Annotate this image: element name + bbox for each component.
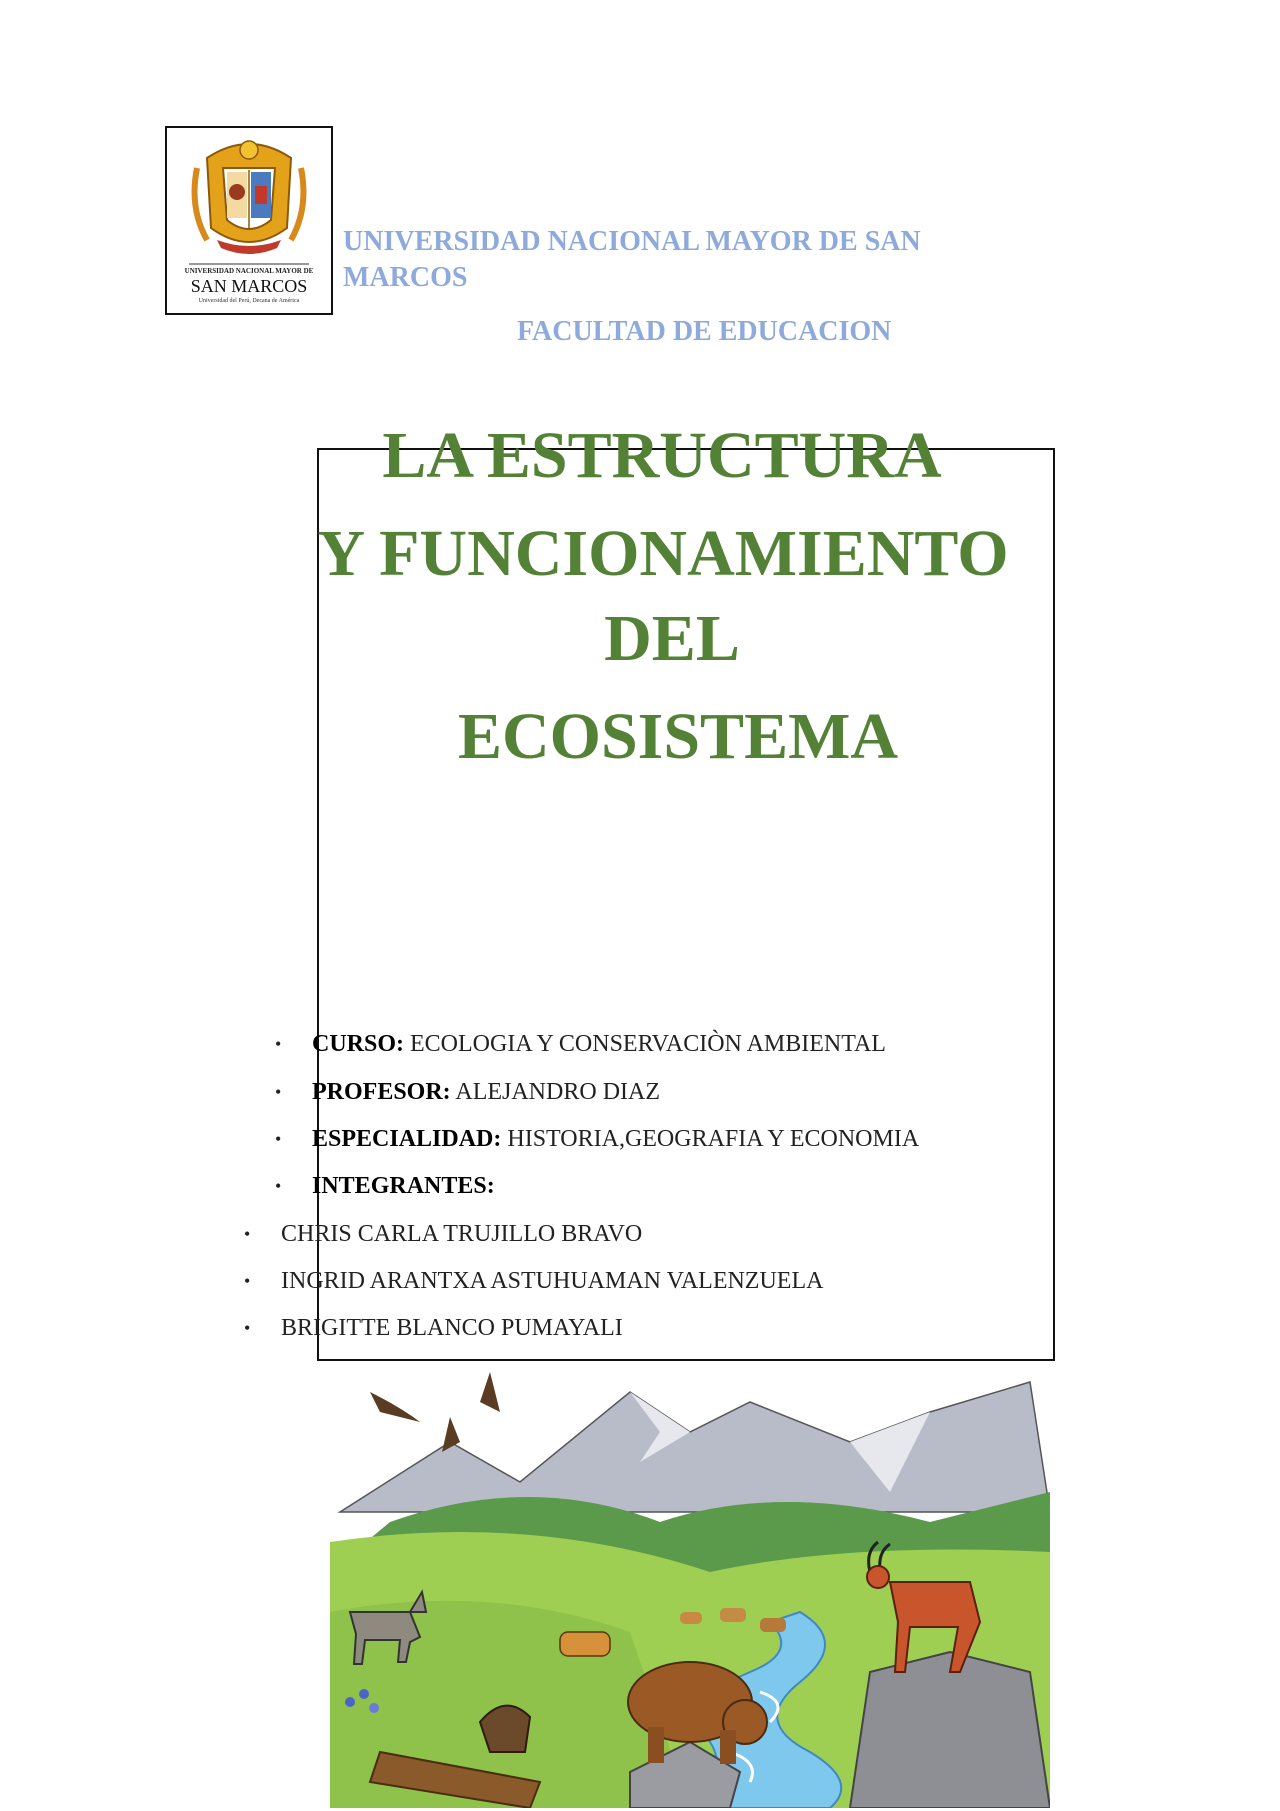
member-name: BRIGITTE BLANCO PUMAYALI [281,1315,623,1341]
faculty-name: FACULTAD DE EDUCACION [517,316,892,347]
detail-value: ECOLOGIA Y CONSERVACIÒN AMBIENTAL [410,1031,886,1057]
bullet-icon: • [244,1271,251,1291]
logo-motto: Universidad del Perú, Decana de América [198,298,300,304]
university-logo [165,126,333,315]
detail-members-heading [275,1171,495,1201]
detail-value: HISTORIA,GEOGRAFIA Y ECONOMIA [507,1126,920,1152]
bullet-icon: • [275,1176,282,1196]
university-name: UNIVERSIDAD NACIONAL MAYOR DE SAN MARCOS [343,226,921,293]
member-item [244,1266,824,1296]
bullet-icon: • [244,1318,251,1338]
title-line-2: Y FUNCIONAMIENTO [317,517,1009,590]
logo-caption-small: UNIVERSIDAD NACIONAL MAYOR DE [184,267,314,275]
bullet-icon: • [275,1129,282,1149]
bullet-icon: • [244,1224,251,1244]
member-item [244,1219,643,1249]
title-line-3: DEL [604,602,740,675]
ecosystem-landscape-illustration-icon [330,1372,1050,1808]
detail-specialty [275,1124,920,1154]
title-line-4: ECOSISTEMA [457,700,899,773]
bullet-icon: • [275,1034,282,1054]
detail-course [275,1029,886,1059]
bullet-icon: • [275,1082,282,1102]
detail-label: ESPECIALIDAD: [312,1126,502,1152]
detail-label: INTEGRANTES: [312,1173,495,1199]
title-line-1: LA ESTRUCTURA [382,419,942,492]
detail-value: ALEJANDRO DIAZ [455,1079,661,1105]
member-name: INGRID ARANTXA ASTUHUAMAN VALENZUELA [281,1268,824,1294]
logo-caption-big: SAN MARCOS [190,276,308,296]
detail-label: CURSO: [312,1031,405,1057]
member-name: CHRIS CARLA TRUJILLO BRAVO [281,1221,643,1247]
detail-label: PROFESOR: [312,1079,451,1105]
detail-professor [275,1077,661,1107]
member-item [244,1313,623,1343]
